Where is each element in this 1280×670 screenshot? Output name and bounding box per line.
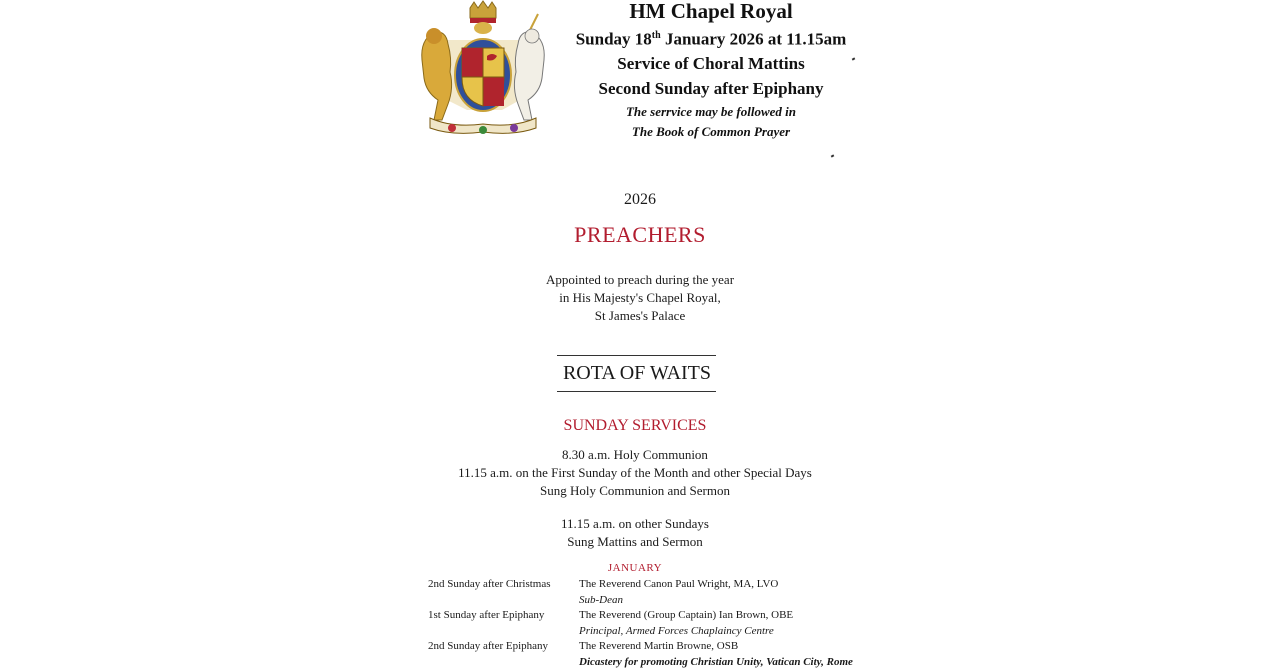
service-occasion: Second Sunday after Epiphany — [598, 78, 824, 98]
service-times: 8.30 a.m. Holy Communion 11.15 a.m. on the First Sunday of the Month and other Special Days Sung Holy Communion and Sermon — [458, 447, 812, 498]
other-sundays: 11.15 a.m. on other Sundays Sung Mattins and Sermon — [561, 516, 709, 549]
rota-preacher: The Reverend Canon Paul Wright, MA, LVO — [579, 578, 779, 590]
rota-role: Dicastery for promoting Christian Unity, Vatican City, Rome — [579, 656, 853, 668]
rota-preacher: The Reverend Martin Browne, OSB — [579, 640, 739, 652]
rota-occasion: 1st Sunday after Epiphany — [428, 609, 545, 621]
service-note-line-2: The Book of Common Prayer — [631, 123, 791, 139]
rota-occasion: 2nd Sunday after Christmas — [428, 578, 551, 590]
year-label: 2026 — [624, 191, 656, 208]
service-type: Service of Choral Mattins — [617, 53, 805, 73]
rota-role: Principal, Armed Forces Chaplaincy Centre — [579, 625, 774, 637]
royal-coat-of-arms-icon — [412, 0, 554, 140]
sunday-services-heading: SUNDAY SERVICES — [563, 417, 707, 434]
rota-occasion: 2nd Sunday after Epiphany — [428, 640, 549, 652]
service-header — [555, 0, 867, 140]
service-date: Sunday 18th January 2026 at 11.15am — [575, 29, 847, 49]
rota-preacher: The Reverend (Group Captain) Ian Brown, OBE — [579, 609, 794, 621]
service-note-line-1: The serrvice may be followed in — [625, 103, 797, 119]
rota-rule-bottom — [557, 391, 716, 392]
appointment-text: Appointed to preach during the year in His Majesty's Chapel Royal, St James's Palace — [545, 272, 735, 323]
chapel-title: HM Chapel Royal — [629, 0, 793, 23]
month-heading: JANUARY — [607, 562, 663, 574]
rota-title: ROTA OF WAITS — [562, 362, 712, 384]
rota-rule-top — [557, 355, 716, 356]
rota-role: Sub-Dean — [579, 594, 623, 606]
preachers-heading: PREACHERS — [574, 222, 706, 247]
